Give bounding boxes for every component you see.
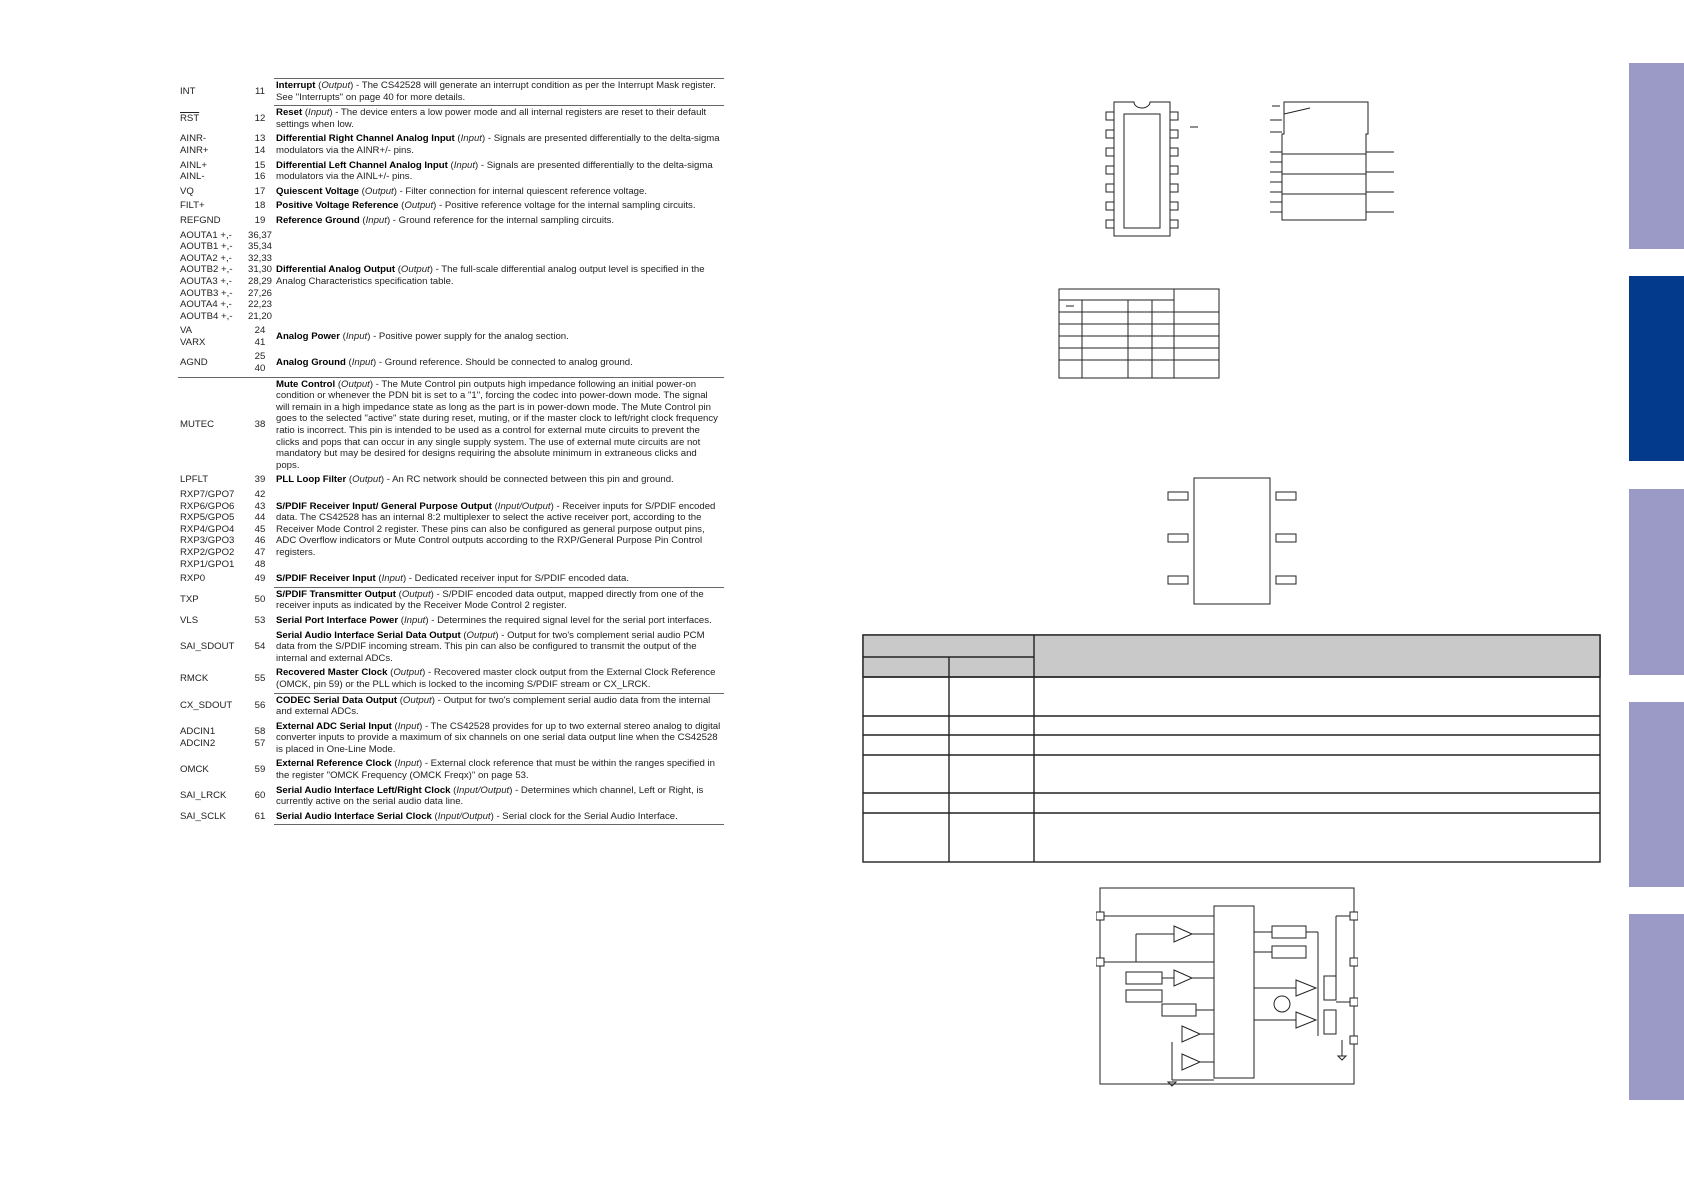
pin-number: 18	[254, 200, 266, 212]
pin-function-text: - Serial clock for the Serial Audio Interface.	[493, 810, 678, 822]
pin-function-title: PLL Loop Filter	[276, 474, 347, 486]
pin-row	[178, 473, 724, 488]
pin-description-table	[178, 78, 724, 825]
pin-direction: Output	[352, 474, 381, 486]
pin-function-title: Differential Analog Output	[276, 264, 396, 276]
pin-function-title: Reset	[276, 107, 303, 119]
pin-description: External ADC Serial Input (Input) - The CS42528 provides for up to two external stereo analog to digital converter inputs to provide a maximum of six channels on one serial data output line when the CS42528 is placed in One-Line Mode.	[276, 720, 721, 755]
dip-pin-left	[1106, 202, 1114, 210]
pin-name: INT	[180, 85, 196, 97]
pin-name: AOUTA2 +,-	[180, 252, 232, 264]
pin-function-text: - Ground reference for the internal sampling circuits.	[390, 214, 615, 226]
pin-function-text: - The full-scale differential analog output level is specified in the Analog Characteristics specification table.	[276, 264, 705, 287]
pin-row	[178, 106, 724, 133]
pin-number: 17	[254, 185, 266, 197]
pin-function-text: - External clock reference that must be within the ranges specified in the register "OMCK Frequency (OMCK Freqx)" on page 53.	[276, 758, 715, 782]
pin-direction: Output	[364, 185, 394, 197]
pin-function-title: Mute Control	[276, 378, 336, 390]
dip-pin-right	[1170, 112, 1178, 120]
pin-direction: Output	[393, 667, 423, 679]
pin-function-title: S/PDIF Transmitter Output	[276, 588, 396, 600]
pin-number: 38	[254, 419, 266, 431]
pin-number-cell	[246, 185, 274, 200]
pin-name: MUTEC	[180, 419, 215, 431]
dip-pin-left	[1106, 130, 1114, 138]
pin-direction: Input	[397, 758, 419, 770]
pin-name-cell	[178, 132, 246, 158]
pin-row	[178, 377, 724, 473]
pin-direction: Input	[404, 614, 426, 626]
pin-number: 25	[254, 351, 266, 363]
pin-description: Differential Analog Output (Output) - The full-scale differential analog output level is specified in the Analog Characteristics specification table.	[276, 264, 705, 287]
pin-direction: Output	[404, 200, 434, 212]
truth-table-grid	[1058, 288, 1220, 380]
pin-name: VQ	[180, 185, 194, 197]
pin-function-title: Analog Ground	[276, 357, 346, 369]
pin-function-text: - Positive power supply for the analog section.	[370, 331, 569, 343]
pin-name: ADCIN1	[180, 726, 216, 738]
pin-name: SAI_SCLK	[180, 811, 226, 823]
pin-row	[178, 587, 724, 614]
pin-description: CODEC Serial Data Output (Output) - Output for two's complement serial audio data from the internal and external ADCs.	[274, 693, 724, 720]
pin-name: $\overline{RST}$	[180, 112, 200, 124]
pin-number: 27,26	[248, 287, 273, 299]
pin-name: AOUTA4 +,-	[180, 299, 232, 311]
pin-direction: Input	[308, 107, 330, 119]
pin-number-cell	[246, 229, 274, 325]
pin-name-cell	[178, 587, 246, 614]
pin-number-cell	[246, 132, 274, 158]
pin-name: FILT+	[180, 200, 205, 212]
pin-name: VA	[180, 325, 193, 337]
dip-pin-right	[1170, 220, 1178, 228]
pin-row	[178, 350, 724, 377]
pin-number-cell	[246, 572, 274, 587]
pin-description: Reference Ground (Input) - Ground reference for the internal sampling circuits.	[276, 214, 615, 226]
pin-description: Mute Control (Output) - The Mute Control pin outputs high impedance following an initial power-on condition or whenever the PDN bit is set to a "1", forcing the codec into power-down mode. The signal will remain in a high impedance state as long as the part is in power-down mode. The Mute Control pin goes to the selected "active" state during reset, muting, or if the master clock to left/right clock frequency ratio is incorrect. This pin is intended to be used as a control for external mute circuits to prevent the clicks and pops that can occur in any single supply system. The use of external mute circuits are not mandatory but may be desired for designs requiring the absolute minimum in extraneous clicks and pops.	[274, 377, 724, 473]
pin-number-cell	[246, 693, 274, 720]
pin-number: 47	[254, 546, 266, 558]
dip-pin-left	[1106, 166, 1114, 174]
pin-row	[178, 572, 724, 587]
section-tab-1[interactable]	[1629, 63, 1684, 249]
pin-number: 19	[254, 214, 266, 226]
pin-name-cell	[178, 757, 246, 783]
pin-row	[178, 79, 724, 106]
pin-description: Serial Audio Interface Serial Clock (Input/Output) - Serial clock for the Serial Audio Interface.	[274, 810, 724, 825]
pin-name: RXP6/GPO6	[180, 500, 235, 512]
pin-row	[178, 185, 724, 200]
pin-number: 49	[254, 573, 266, 585]
pin-row	[178, 324, 724, 350]
pin-number: 57	[254, 738, 266, 750]
pin-direction: Input	[397, 720, 420, 732]
pin-function-title: Quiescent Voltage	[276, 185, 360, 197]
pin-number: 43	[254, 500, 266, 512]
pin-name: AINR+	[180, 144, 209, 156]
pin-name: AOUTB4 +,-	[180, 310, 233, 322]
pin-name: RXP1/GPO1	[180, 558, 235, 570]
pin-name: RXP4/GPO4	[180, 523, 235, 535]
pin-direction: Input	[381, 573, 403, 585]
pin-number-cell	[246, 377, 274, 473]
pin-number-cell	[246, 757, 274, 783]
pin-row	[178, 214, 724, 229]
pin-number-cell	[246, 488, 274, 572]
pin-function-title: Recovered Master Clock	[276, 667, 388, 679]
pin-number: 35,34	[248, 241, 273, 253]
pin-direction: Input/Output	[497, 500, 551, 512]
pin-description: Serial Audio Interface Serial Data Output (Output) - Output for two's complement serial audio PCM data from the S/PDIF incoming stream. This pin can also be configured to transmit the output of the internal and external ADCs.	[276, 629, 705, 664]
pin-direction: Input/Output	[456, 784, 510, 796]
specification-table-grid	[862, 634, 1602, 864]
section-tab-4[interactable]	[1629, 702, 1684, 887]
pin-row	[178, 229, 724, 325]
pin-function-title: Differential Left Channel Analog Input	[276, 159, 448, 171]
dip-pin-right	[1170, 130, 1178, 138]
pin-number: 56	[254, 700, 266, 712]
pin-number-cell	[246, 614, 274, 629]
dip-pin-right	[1170, 184, 1178, 192]
pin-direction: Output	[321, 80, 351, 91]
dip-pin-right	[1170, 166, 1178, 174]
pin-function-text: - Signals are presented differentially to the delta-sigma modulators via the AINR+/- pins.	[276, 133, 720, 156]
pin-name: REFGND	[180, 214, 221, 226]
pin-number: 32,33	[248, 252, 273, 264]
pin-number-cell	[246, 720, 274, 758]
pin-name: AINR-	[180, 133, 207, 145]
pin-name: AINL-	[180, 171, 205, 183]
pin-name-cell	[178, 199, 246, 214]
pin-number: 53	[254, 614, 266, 626]
pin-function-title: External ADC Serial Input	[276, 720, 392, 732]
pin-name: AOUTA1 +,-	[180, 229, 232, 241]
pin-description: S/PDIF Receiver Input (Input) - Dedicated receiver input for S/PDIF encoded data.	[276, 573, 630, 585]
pin-row	[178, 666, 724, 693]
pin-function-title: Serial Audio Interface Serial Data Output	[276, 629, 461, 641]
pin-number: 59	[254, 764, 266, 776]
pin-number: 24	[254, 325, 266, 337]
pin-number: 41	[254, 336, 266, 348]
pin-number-cell	[246, 79, 274, 106]
pin-number: 39	[254, 474, 266, 486]
pin-function-text: - Ground reference. Should be connected to analog ground.	[376, 357, 633, 369]
pin-name-cell	[178, 666, 246, 693]
pin-number-cell	[246, 350, 274, 377]
dip-package-diagram	[1100, 98, 1184, 240]
pin-name: AGND	[180, 357, 208, 369]
six-pin-package-diagram	[1166, 476, 1298, 608]
dip-pin-left	[1106, 184, 1114, 192]
pin-name-cell	[178, 106, 246, 133]
pin-description: Quiescent Voltage (Output) - Filter connection for internal quiescent reference voltage.	[276, 185, 648, 197]
pin-function-text: - The CS42528 provides for up to two external stereo analog to digital converter inputs to provide a maximum of six channels on one serial data output line when the CS42528 is placed in One-Line Mode.	[276, 720, 721, 755]
pin-name-cell	[178, 614, 246, 629]
pin-direction: Output	[401, 588, 431, 600]
pin-name: AINL+	[180, 159, 207, 171]
pin-description: Reset (Input) - The device enters a low power mode and all internal registers are reset to their default settings when low.	[274, 106, 724, 133]
pin-name: RXP5/GPO5	[180, 512, 235, 524]
pin-function-text: - Output for two's complement serial audio PCM data from the S/PDIF incoming stream. This pin can also be configured to transmit the output of the internal and external ADCs.	[276, 629, 705, 664]
pin-name-cell	[178, 693, 246, 720]
pin-number: 21,20	[248, 310, 273, 322]
pin-number: 40	[254, 363, 266, 375]
pin-function-text: - Determines which channel, Left or Right, is currently active on the serial audio data line.	[276, 784, 704, 808]
pin-function-title: External Reference Clock	[276, 758, 392, 770]
pin-name: SAI_LRCK	[180, 790, 227, 802]
pin-name: RXP0	[180, 573, 206, 585]
logic-block-diagram	[1270, 96, 1400, 226]
pin-function-text: - The Mute Control pin outputs high impedance following an initial power-on condition or whenever the PDN bit is set to a "1", forcing the codec into power-down mode. The signal will remain in a high impedance state as long as the part is in power-down mode. The Mute Control pin goes to the selected "active" state during reset, muting, or if the master clock to left/right clock frequency ratio is incorrect. This pin is intended to be used as a control for external mute circuits to prevent the clicks and pops that can occur in any single supply system. The use of external mute circuits are not mandatory but may be desired for designs requiring the absolute minimum in extraneous clicks and pops.	[276, 378, 718, 471]
pin-row	[178, 810, 724, 825]
dip-pin-left	[1106, 220, 1114, 228]
pin-number: 54	[254, 641, 266, 653]
pin-row	[178, 720, 724, 758]
pin-description: PLL Loop Filter (Output) - An RC network should be connected between this pin and ground.	[276, 474, 674, 486]
pin-name: CX_SDOUT	[180, 700, 233, 712]
pin-function-title: Differential Right Channel Analog Input	[276, 133, 455, 145]
pin-number: 12	[254, 112, 266, 124]
pin-number-cell	[246, 587, 274, 614]
pin-number: 14	[254, 144, 266, 156]
pin-direction: Output	[402, 694, 432, 706]
pin-name: VARX	[180, 336, 206, 348]
pin-number-cell	[246, 159, 274, 185]
pin-number-cell	[246, 106, 274, 133]
pin-row	[178, 488, 724, 572]
pin-name-cell	[178, 377, 246, 473]
pin-name-cell	[178, 784, 246, 810]
dip-pin-right	[1170, 202, 1178, 210]
pin-function-title: CODEC Serial Data Output	[276, 694, 398, 706]
pin-function-text: - The CS42528 will generate an interrupt condition as per the Interrupt Mask register. See "Interrupts" on page 40 for more details.	[276, 80, 716, 103]
pin-number: 16	[254, 171, 266, 183]
pin-name-cell	[178, 229, 246, 325]
pin-name: ADCIN2	[180, 738, 216, 750]
pin-number: 46	[254, 535, 266, 547]
pin-name: TXP	[180, 594, 199, 606]
pin-row	[178, 159, 724, 185]
pin-row	[178, 693, 724, 720]
pin-name-cell	[178, 720, 246, 758]
pin-number: 13	[254, 133, 266, 145]
pin-number: 44	[254, 512, 266, 524]
pin-function-title: Serial Audio Interface Serial Clock	[276, 810, 432, 822]
pin-description: Recovered Master Clock (Output) - Recovered master clock output from the External Clock Reference (OMCK, pin 59) or the PLL which is locked to the incoming S/PDIF stream or CX_LRCK.	[276, 667, 716, 690]
pin-number: 28,29	[248, 275, 273, 287]
pin-number-cell	[246, 784, 274, 810]
pin-function-title: Analog Power	[276, 331, 340, 343]
pin-function-text: - Determines the required signal level for the serial port interfaces.	[428, 614, 712, 626]
pin-name: AOUTB3 +,-	[180, 287, 233, 299]
dip-pin-left	[1106, 112, 1114, 120]
pin-number: 31,30	[248, 264, 273, 276]
pin-function-title: S/PDIF Receiver Input	[276, 573, 376, 585]
pin-row	[178, 784, 724, 810]
pin-function-text: - Receiver inputs for S/PDIF encoded data. The CS42528 has an internal 8:2 multiplexer to select the active receiver port, according to the Receiver Mode Control 2 register. These pins can also be configured as general purpose output pins, ADC Overflow indicators or Mute Control outputs according to the RXP/General Purpose Pin Control registers.	[276, 500, 716, 558]
pin-name-cell	[178, 629, 246, 667]
pin-function-text: - Output for two's complement serial audio data from the internal and external ADCs.	[276, 694, 711, 718]
pin-function-text: - An RC network should be connected between this pin and ground.	[384, 474, 674, 486]
pin-direction: Input	[351, 357, 374, 369]
pin-name-cell	[178, 350, 246, 377]
pin-name-cell	[178, 324, 246, 350]
pin-row	[178, 199, 724, 214]
pin-name-cell	[178, 79, 246, 106]
section-tab-3[interactable]	[1629, 489, 1684, 675]
pin-function-title: Reference Ground	[276, 214, 360, 226]
pin-name-cell	[178, 159, 246, 185]
pin-name-cell	[178, 473, 246, 488]
pin-row	[178, 757, 724, 783]
pin-number-cell	[246, 324, 274, 350]
section-tab-5[interactable]	[1629, 914, 1684, 1100]
pin-name: RMCK	[180, 673, 209, 685]
pin-number: 45	[254, 523, 266, 535]
pin-description: Serial Audio Interface Left/Right Clock (Input/Output) - Determines which channel, Left or Right, is currently active on the serial audio data line.	[276, 784, 704, 808]
pin-direction: Input	[460, 133, 482, 145]
pin-name: RXP2/GPO2	[180, 546, 235, 558]
pin-description: External Reference Clock (Input) - External clock reference that must be within the ranges specified in the register "OMCK Frequency (OMCK Freqx)" on page 53.	[276, 758, 715, 782]
dip-pin-left	[1106, 148, 1114, 156]
pin-function-text: - S/PDIF encoded data output, mapped directly from one of the receiver inputs as indicated by the Receiver Mode Control 2 register.	[276, 588, 704, 612]
pin-function-title: Serial Audio Interface Left/Right Clock	[276, 784, 451, 796]
pin-direction: Output	[466, 629, 496, 641]
pin-function-title: Positive Voltage Reference	[276, 200, 399, 212]
pin-direction: Input	[365, 214, 387, 226]
pin-function-text: - Dedicated receiver input for S/PDIF encoded data.	[406, 573, 630, 585]
dip-pin-right	[1170, 148, 1178, 156]
pin-direction: Output	[341, 378, 370, 390]
pin-number: 48	[254, 558, 266, 570]
pin-function-title: Serial Port Interface Power	[276, 614, 399, 626]
pin-number: 58	[254, 726, 266, 738]
pin-description: Interrupt (Output) - The CS42528 will generate an interrupt condition as per the Interrupt Mask register. See "Interrupts" on page 40 for more details.	[274, 79, 724, 106]
pin-function-text: - The device enters a low power mode and all internal registers are reset to their default settings when low.	[276, 107, 707, 130]
pin-function-text: - Positive reference voltage for the internal sampling circuits.	[436, 200, 696, 212]
internal-block-diagram	[1096, 886, 1358, 1088]
pin-description: Analog Power (Input) - Positive power supply for the analog section.	[276, 331, 569, 343]
pin-number-cell	[246, 666, 274, 693]
pin-number: 55	[254, 673, 266, 685]
pin-name: SAI_SDOUT	[180, 641, 235, 653]
pin-function-title: S/PDIF Receiver Input/ General Purpose Output	[276, 500, 492, 512]
pin-row	[178, 132, 724, 158]
pin-name-cell	[178, 214, 246, 229]
pin-description: Analog Ground (Input) - Ground reference. Should be connected to analog ground.	[276, 357, 633, 369]
pin-name: AOUTB1 +,-	[180, 241, 233, 253]
pin-direction: Output	[400, 264, 430, 276]
pin-name: LPFLT	[180, 474, 209, 486]
section-tab-2-active[interactable]	[1629, 276, 1684, 461]
pin-number: 22,23	[248, 299, 273, 311]
pin-name: AOUTA3 +,-	[180, 275, 232, 287]
pin-number: 50	[254, 594, 266, 606]
pin-direction: Input	[345, 331, 368, 343]
pin-name: RXP7/GPO7	[180, 489, 235, 500]
pin-name: VLS	[180, 614, 199, 626]
pin-name-cell	[178, 810, 246, 825]
pin-name: OMCK	[180, 764, 209, 776]
pin-number: 61	[254, 811, 266, 823]
pin-function-text: - Filter connection for internal quiescent reference voltage.	[396, 185, 648, 197]
pin-description: Positive Voltage Reference (Output) - Positive reference voltage for the internal sampling circuits.	[276, 200, 696, 212]
pin-number: 36,37	[248, 229, 273, 241]
pin-number-cell	[246, 473, 274, 488]
pin-function-title: Interrupt	[276, 80, 316, 91]
pin-direction: Input	[453, 159, 476, 171]
pin-description: Differential Left Channel Analog Input (Input) - Signals are presented differentially to the delta-sigma modulators via the AINL+/- pins.	[276, 159, 713, 183]
pin-description: S/PDIF Transmitter Output (Output) - S/PDIF encoded data output, mapped directly from one of the receiver inputs as indicated by the Receiver Mode Control 2 register.	[274, 587, 724, 614]
pin-number: 11	[255, 85, 265, 97]
pin-function-text: - Signals are presented differentially to the delta-sigma modulators via the AINL+/- pins.	[276, 159, 713, 183]
pin-description: Serial Port Interface Power (Input) - Determines the required signal level for the serial port interfaces.	[276, 614, 712, 626]
pin-number: 42	[254, 489, 266, 500]
pin-number: 15	[254, 159, 266, 171]
pin-description: S/PDIF Receiver Input/ General Purpose Output (Input/Output) - Receiver inputs for S/PDIF encoded data. The CS42528 has an internal 8:2 multiplexer to select the active receiver port, according to the Receiver Mode Control 2 register. These pins can also be configured as general purpose output pins, ADC Overflow indicators or Mute Control outputs according to the RXP/General Purpose Pin Control registers.	[276, 500, 716, 558]
pin-row	[178, 614, 724, 629]
pin-direction: Input/Output	[437, 810, 491, 822]
pin-number-cell	[246, 214, 274, 229]
pin-name: AOUTB2 +,-	[180, 264, 233, 276]
pin-function-text: - Recovered master clock output from the External Clock Reference (OMCK, pin 59) or the PLL which is locked to the incoming S/PDIF stream or CX_LRCK.	[276, 667, 716, 690]
pin-number-cell	[246, 629, 274, 667]
dip-label-mark	[1190, 125, 1202, 129]
pin-number: 60	[254, 790, 266, 802]
pin-name-cell	[178, 572, 246, 587]
pin-row	[178, 629, 724, 667]
pin-name-cell	[178, 488, 246, 572]
pin-number-cell	[246, 199, 274, 214]
pin-name-cell	[178, 185, 246, 200]
pin-number-cell	[246, 810, 274, 825]
pin-description: Differential Right Channel Analog Input (Input) - Signals are presented differentially to the delta-sigma modulators via the AINR+/- pins.	[276, 133, 720, 156]
pin-name: RXP3/GPO3	[180, 535, 235, 547]
